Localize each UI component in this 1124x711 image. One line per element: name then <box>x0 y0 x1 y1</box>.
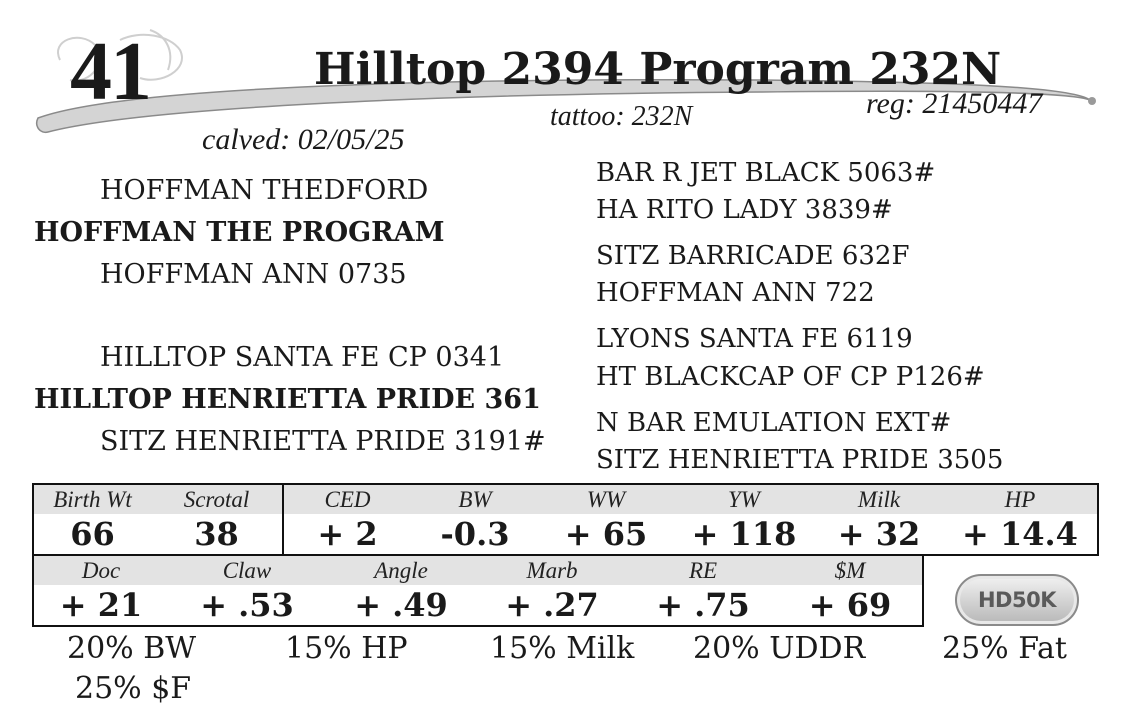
hd50k-badge: HD50K <box>955 574 1079 626</box>
epd-value-m: + 69 <box>808 586 892 624</box>
calved-date: calved: 02/05/25 <box>202 123 405 156</box>
pedigree-ds-sire: LYONS SANTA FE 6119 <box>596 324 913 354</box>
percentile-sf: 25% $F <box>75 671 192 706</box>
epd-value-angle: + .49 <box>354 586 448 624</box>
epd-value-hp: + 14.4 <box>962 515 1078 553</box>
epd-header-scrotal: Scrotal <box>151 484 283 514</box>
pedigree-ss-dam: HA RITO LADY 3839# <box>596 195 893 225</box>
pedigree-dam-sire: HILLTOP SANTA FE CP 0341 <box>100 342 505 373</box>
epd-header-birth-wt: Birth Wt <box>33 484 151 514</box>
lot-number: 41 <box>70 25 150 118</box>
epd-header-ww: WW <box>539 484 673 514</box>
epd-table-2 <box>32 556 924 627</box>
epd-value-claw: + .53 <box>200 586 294 624</box>
pedigree-dd-dam: SITZ HENRIETTA PRIDE 3505 <box>596 445 1004 475</box>
epd-value-scrotal: 38 <box>194 515 239 553</box>
pedigree-ds-dam: HT BLACKCAP OF CP P126# <box>596 362 985 392</box>
pedigree-dam: HILLTOP HENRIETTA PRIDE 361 <box>34 384 541 415</box>
pedigree-sire-sire: HOFFMAN THEDFORD <box>100 175 429 206</box>
pedigree-dam-dam: SITZ HENRIETTA PRIDE 3191# <box>100 426 546 457</box>
epd-header-marb: Marb <box>476 556 628 585</box>
percentile-bw: 20% BW <box>67 631 197 666</box>
epd-header-hp: HP <box>943 484 1098 514</box>
percentile-hp: 15% HP <box>285 631 408 666</box>
epd-header-doc: Doc <box>33 556 168 585</box>
epd-value-doc: + 21 <box>59 586 143 624</box>
pedigree-dd-sire: N BAR EMULATION EXT# <box>596 408 952 438</box>
percentile-uddr: 20% UDDR <box>693 631 866 666</box>
pedigree-sire-dam: HOFFMAN ANN 0735 <box>100 259 407 290</box>
pedigree-sd-sire: SITZ BARRICADE 632F <box>596 241 910 271</box>
epd-table-1 <box>32 483 1099 556</box>
pedigree-ss-sire: BAR R JET BLACK 5063# <box>596 158 936 188</box>
epd-header-m: $M <box>778 556 923 585</box>
epd-value-yw: + 118 <box>691 515 797 553</box>
epd-header-yw: YW <box>673 484 815 514</box>
epd-header-bw: BW <box>411 484 539 514</box>
registration-number: reg: 21450447 <box>866 87 1043 120</box>
percentile-milk: 15% Milk <box>490 631 635 666</box>
tattoo: tattoo: 232N <box>550 101 693 132</box>
pedigree-sd-dam: HOFFMAN ANN 722 <box>596 278 875 308</box>
epd-header-angle: Angle <box>326 556 476 585</box>
epd-value-ced: + 2 <box>283 514 411 555</box>
epd-value-milk: + 32 <box>837 515 921 553</box>
epd-value-birth-wt: 66 <box>70 515 115 553</box>
epd-value-bw: -0.3 <box>440 515 510 553</box>
epd-header-re: RE <box>628 556 778 585</box>
percentile-fat: 25% Fat <box>942 631 1067 666</box>
epd-value-ww: + 65 <box>564 515 648 553</box>
pedigree-sire: HOFFMAN THE PROGRAM <box>34 217 445 248</box>
epd-header-milk: Milk <box>815 484 943 514</box>
animal-name: Hilltop 2394 Program 232N <box>314 44 1002 95</box>
epd-header-claw: Claw <box>168 556 326 585</box>
epd-header-ced: CED <box>283 484 411 514</box>
epd-value-marb: + .27 <box>505 586 599 624</box>
epd-value-re: + .75 <box>656 586 750 624</box>
